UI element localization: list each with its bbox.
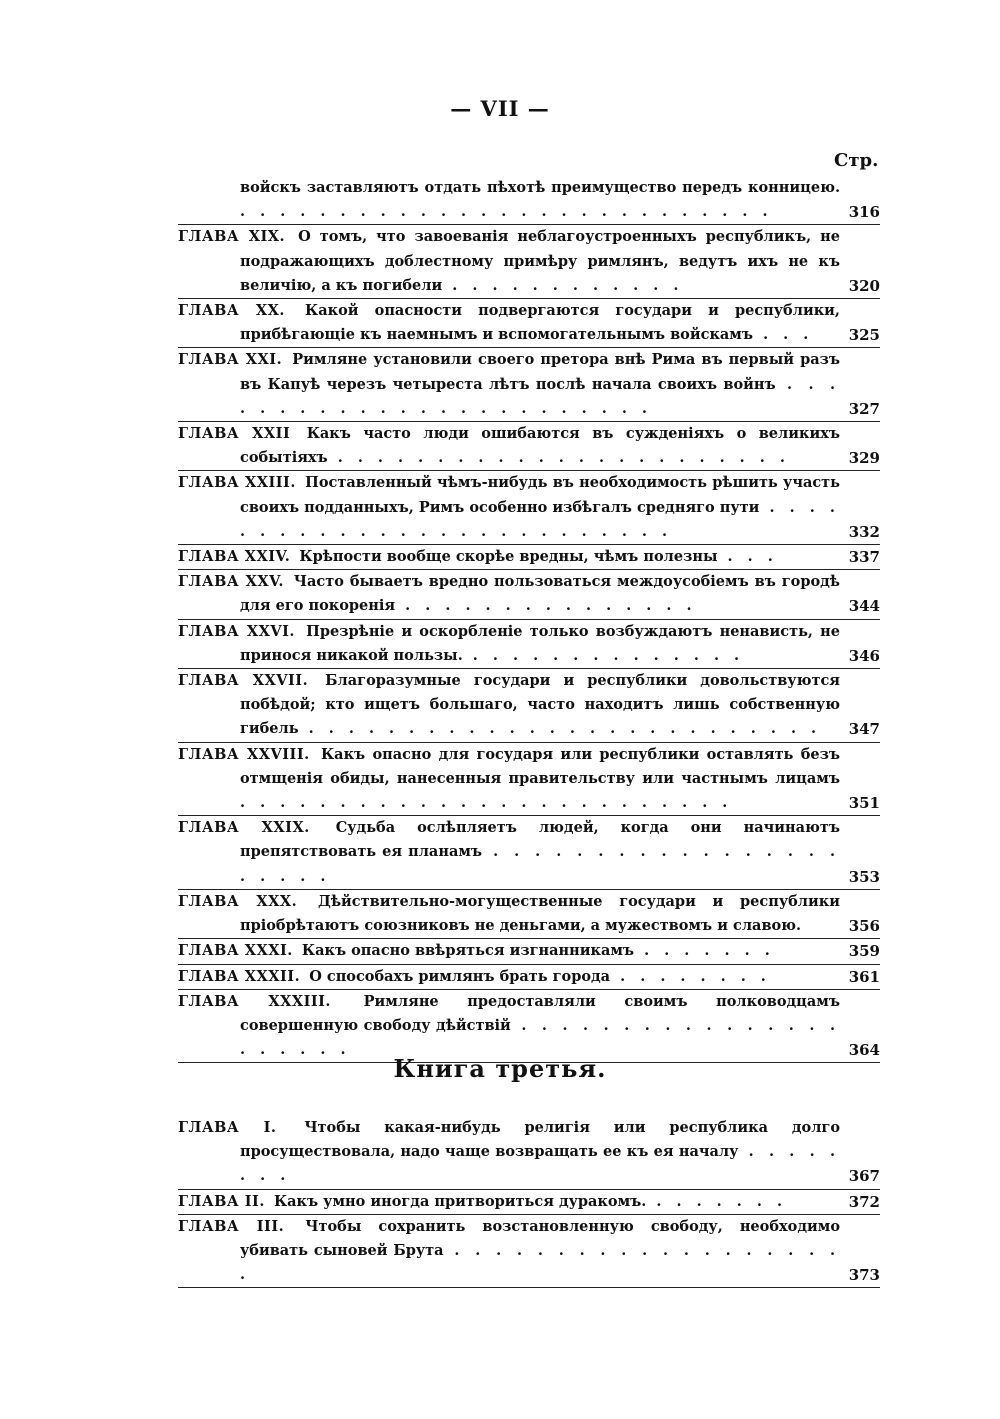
toc-entry-title: О способахъ римлянъ брать города <box>309 967 611 985</box>
toc-entry-title: Благоразумные государи и республики довольствуются побѣдой; кто ищетъ большаго, часто находитъ лишь собственную гибель <box>240 672 840 738</box>
toc-entry-chapter: ГЛАВА XXXII. <box>178 967 301 985</box>
toc-entry-chapter: ГЛАВА XXV. <box>178 573 284 591</box>
toc-entry-page: 329 <box>848 449 880 468</box>
toc-entry: ГЛАВА III. Чтобы сохранить возстановленную свободу, необходимо убивать сыновей Брута . . . . . . . . . . . . . . . . . . . . 373 <box>178 1215 880 1289</box>
toc-entry: ГЛАВА XX. Какой опасности подвергаются государи и республики, прибѣгающіе къ наемнымъ и вспомогательнымъ войскамъ . . . 325 <box>178 299 880 348</box>
toc-entry: ГЛАВА XXXII. О способахъ римлянъ брать города . . . . . . . . 361 <box>178 965 880 990</box>
toc-entry-chapter: ГЛАВА XXVIII. <box>178 745 310 763</box>
toc-entry-title: Судьба ослѣпляетъ людей, когда они начинаютъ препятствовать ея планамъ <box>240 819 840 861</box>
toc-entry-page: 346 <box>848 646 880 665</box>
toc-entry-title: О томъ, что завоеванія неблагоустроенныхъ республикъ, не подражающихъ доблестному примѣру римлянъ, ведутъ ихъ не къ величію, а къ погибели <box>240 228 840 294</box>
toc-entry: ГЛАВА XXI. Римляне установили своего претора внѣ Рима въ первый разъ въ Капуѣ черезъ четыреста лѣтъ послѣ начала своихъ войнъ . . . . . . . . . . . . . . . . . . . . . . . . 327 <box>178 348 880 422</box>
toc-entry-title: Какъ опасно для государя или республики оставлять безъ отмщенія обиды, нанесенныя правительству или частнымъ лицамъ <box>240 745 840 787</box>
toc-entry-page: 356 <box>848 917 880 936</box>
toc-entry-page: 325 <box>848 326 880 345</box>
toc-entry-title: Чтобы сохранить возстановленную свободу, необходимо убивать сыновей Брута <box>240 1217 841 1260</box>
toc-entry-title: Презрѣніе и оскорбленіе только возбуждаютъ ненависть, не принося никакой пользы. <box>240 622 840 664</box>
toc-entry-title: войскъ заставляютъ отдать пѣхотѣ преимущество передъ конницею. <box>240 179 840 196</box>
toc-entry-title: Крѣпости вообще скорѣе вредны, чѣмъ полезны <box>299 548 718 566</box>
table-of-contents-book-three <box>178 1116 880 1288</box>
table-of-contents <box>178 176 880 1063</box>
toc-entry-chapter: ГЛАВА II. <box>178 1192 265 1210</box>
toc-entry: ГЛАВА I. Чтобы какая-нибудь религія или республика долго просуществовала, надо чаще возвращать ее къ ея началу . . . . . . . . 367 <box>178 1116 880 1190</box>
toc-entry: войскъ заставляютъ отдать пѣхотѣ преимущество передъ конницею. . . . . . . . . . . . . . . . . . . . . . . . . . . . 316 <box>178 176 880 225</box>
toc-entry: ГЛАВА XXVI. Презрѣніе и оскорбленіе только возбуждаютъ ненависть, не принося никакой пользы. . . . . . . . . . . . . . . 346 <box>178 620 880 669</box>
toc-entry-page: 373 <box>848 1266 880 1285</box>
toc-entry-page: 351 <box>848 794 880 813</box>
toc-entry-page: 320 <box>848 276 880 295</box>
toc-entry: ГЛАВА XXVII. Благоразумные государи и республики довольствуются побѣдой; кто ищетъ большаго, часто находитъ лишь собственную гибель . . . . . . . . . . . . . . . . . . . . . . . . . . 347 <box>178 669 880 743</box>
toc-entry-title: Чтобы какая-нибудь религія или республика долго просуществовала, надо чаще возвращать ее къ ея началу <box>240 1119 840 1161</box>
toc-entry-page: 364 <box>848 1041 880 1060</box>
toc-entry-page: 337 <box>848 548 880 567</box>
toc-entry-chapter: ГЛАВА XXXI. <box>178 942 293 960</box>
toc-entry-chapter: ГЛАВА XXVII. <box>178 672 309 690</box>
toc-entry-title: Часто бываетъ вредно пользоваться междоусобіемъ въ городѣ для его покоренія <box>240 573 840 615</box>
toc-entry-chapter: ГЛАВА XXI. <box>178 351 283 369</box>
toc-entry-title: Какъ опасно ввѣряться изгнанникамъ <box>301 942 635 960</box>
toc-entry-chapter: ГЛАВА XXXIII. <box>178 992 331 1010</box>
toc-entry: ГЛАВА XXXIII. Римляне предоставляли своимъ полководцамъ совершенную свободу дѣйствій . . . . . . . . . . . . . . . . . . . . . . 364 <box>178 990 880 1064</box>
toc-entry-chapter: ГЛАВА I. <box>178 1119 277 1136</box>
toc-entry <box>178 890 880 939</box>
page-header: — VII — <box>450 96 550 121</box>
toc-entry: ГЛАВА II. Какъ умно иногда притвориться дуракомъ. . . . . . . . 372 <box>178 1190 880 1215</box>
toc-entry: ГЛАВА XXII Какъ часто люди ошибаются въ сужденіяхъ о великихъ событіяхъ . . . . . . . . . . . . . . . . . . . . . . . 329 <box>178 422 880 471</box>
toc-entry-page: 353 <box>848 867 880 886</box>
toc-entry-title: Какъ часто люди ошибаются въ сужденіяхъ о великихъ событіяхъ <box>240 425 840 467</box>
toc-entry-chapter: ГЛАВА XXX. <box>178 892 298 910</box>
toc-entry-title: Римляне установили своего претора внѣ Рима въ первый разъ въ Капуѣ черезъ четыреста лѣтъ послѣ начала своихъ войнъ <box>240 351 840 393</box>
toc-entry-page: 332 <box>848 522 880 541</box>
toc-entry-page: 361 <box>848 967 880 986</box>
toc-entry-title: Дѣйствительно-могущественные государи и республики пріобрѣтаютъ союзниковъ не деньгами, а мужествомъ и славою. <box>240 892 840 935</box>
toc-entry-page: 327 <box>848 399 880 418</box>
toc-entry-page: 367 <box>848 1167 880 1186</box>
toc-entry-title: Какъ умно иногда притвориться дуракомъ. <box>273 1192 647 1210</box>
toc-entry-page: 359 <box>848 942 880 961</box>
toc-entry-chapter: ГЛАВА III. <box>178 1217 285 1235</box>
toc-entry: ГЛАВА XXXI. Какъ опасно ввѣряться изгнанникамъ . . . . . . . 359 <box>178 939 880 964</box>
toc-entry: ГЛАВА XXV. Часто бываетъ вредно пользоваться междоусобіемъ въ городѣ для его покоренія . . . . . . . . . . . . . . . 344 <box>178 570 880 619</box>
toc-entry-chapter: ГЛАВА XXIX. <box>178 819 310 837</box>
toc-entry: ГЛАВА XXIII. Поставленный чѣмъ-нибудь въ необходимость рѣшить участь своихъ подданныхъ, Римъ особенно избѣгалъ средняго пути . . . . . . . . . . . . . . . . . . . . . . . . . . 332 <box>178 471 880 545</box>
toc-entry: ГЛАВА XXIX. Судьба ослѣпляетъ людей, когда они начинаютъ препятствовать ея планамъ . . . . . . . . . . . . . . . . . . . . . . 353 <box>178 816 880 890</box>
toc-entry-chapter: ГЛАВА XXVI. <box>178 622 295 640</box>
toc-entry-chapter: ГЛАВА XXIV. <box>178 548 291 566</box>
toc-entry-title: Какой опасности подвергаются государи и республики, прибѣгающіе къ наемнымъ и вспомогательнымъ войскамъ <box>240 302 840 344</box>
book-title: Книга третья. <box>393 1054 607 1083</box>
toc-entry-chapter: ГЛАВА XIX. <box>178 228 286 246</box>
toc-entry-chapter: ГЛАВА XXII <box>178 425 291 443</box>
toc-entry-page: 347 <box>848 720 880 739</box>
toc-entry: ГЛАВА XIX. О томъ, что завоеванія неблагоустроенныхъ республикъ, не подражающихъ доблестному примѣру римлянъ, ведутъ ихъ не къ величію, а къ погибели . . . . . . . . . . . . 320 <box>178 225 880 299</box>
toc-entry-title: Римляне предоставляли своимъ полководцамъ совершенную свободу дѣйствій <box>240 992 840 1034</box>
toc-entry: ГЛАВА XXIV. Крѣпости вообще скорѣе вредны, чѣмъ полезны . . . 337 <box>178 545 880 570</box>
toc-entry-page: 316 <box>848 203 880 222</box>
page-column-label: Стр. <box>834 150 879 171</box>
toc-entry-chapter: ГЛАВА XXIII. <box>178 474 296 492</box>
toc-entry: ГЛАВА XXVIII. Какъ опасно для государя или республики оставлять безъ отмщенія обиды, нанесенныя правительству или частнымъ лицамъ . . . . . . . . . . . . . . . . . . . . . . . . . 351 <box>178 743 880 817</box>
toc-entry-title: Поставленный чѣмъ-нибудь въ необходимость рѣшить участь своихъ подданныхъ, Римъ особенно избѣгалъ средняго пути <box>240 474 840 516</box>
toc-entry-chapter: ГЛАВА XX. <box>178 302 285 320</box>
toc-entry-page: 372 <box>848 1192 880 1211</box>
toc-entry-page: 344 <box>848 597 880 616</box>
